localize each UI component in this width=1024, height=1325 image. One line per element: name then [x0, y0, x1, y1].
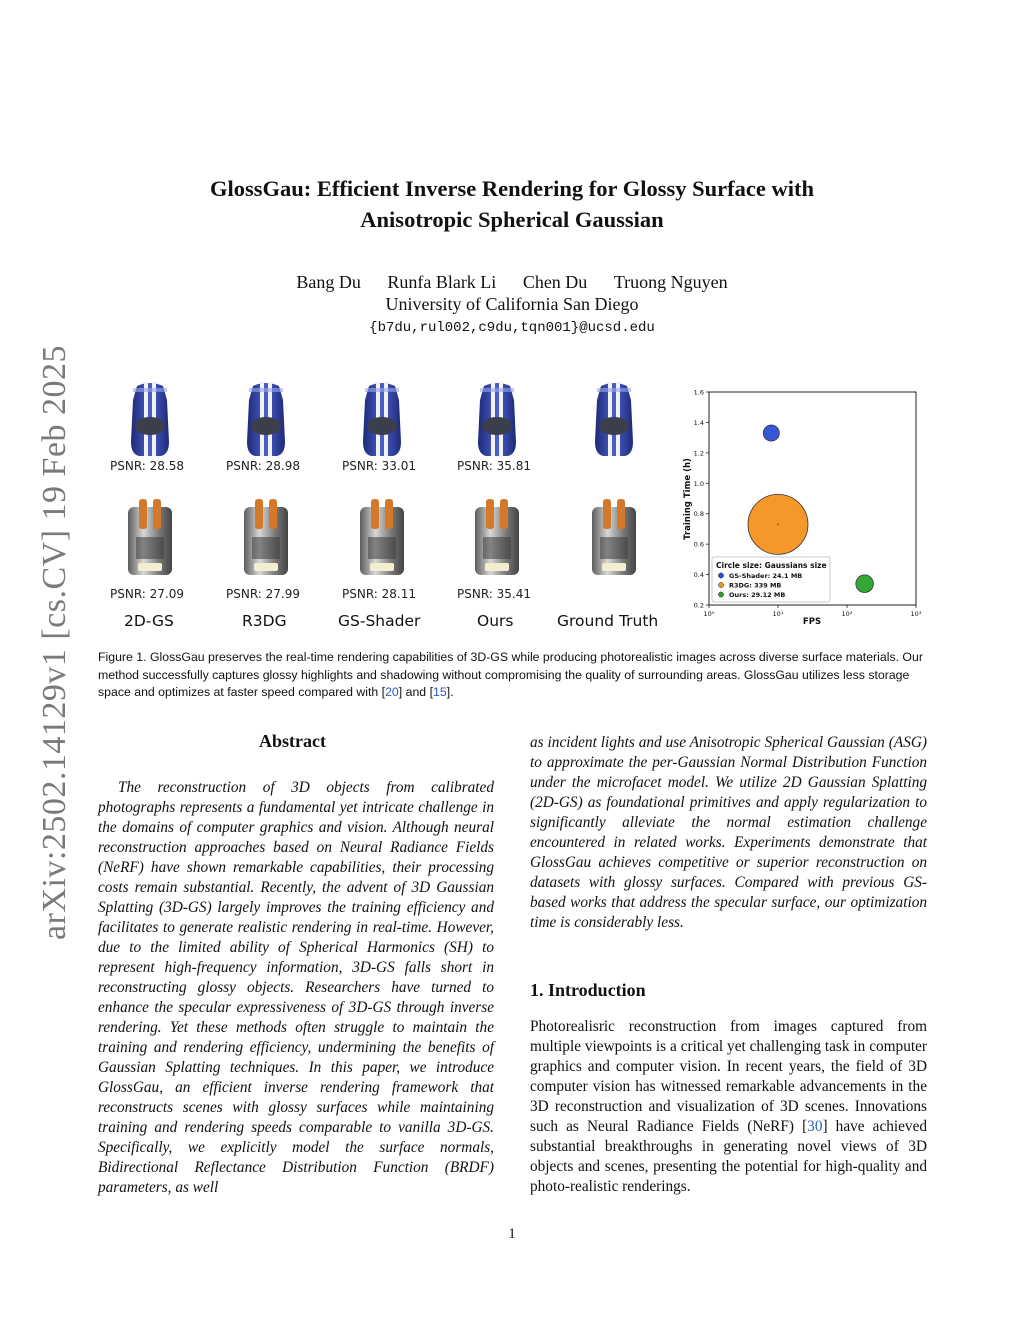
y-tick-label: 0.4 [693, 571, 704, 580]
method-label-gs-shader: GS-Shader [338, 612, 421, 630]
legend-label: Ours: 29.12 MB [729, 591, 786, 599]
y-tick-label: 0.2 [693, 601, 704, 610]
legend-marker [718, 573, 723, 578]
toaster-render-ours [467, 497, 527, 583]
toaster-render-r3dg [236, 497, 296, 583]
figure-caption: Figure 1. GlossGau preserves the real-time rendering capabilities of 3D-GS while producing photorealistic images across diverse surface materials. Our method successfully captures glossy highlights and shadowing without compromising the quality of surrounding areas. GlossGau utilizes less storage space and optimizes at faster speed compared with [20] and [15]. [98, 650, 923, 699]
chart-legend [712, 557, 830, 602]
legend-label: R3DG: 339 MB [729, 581, 782, 590]
x-tick-label: 10⁰ [703, 610, 715, 618]
method-label-2dgs: 2D-GS [124, 612, 174, 630]
intro-text-b: have achieved substantial breakthroughs in generating novel views of 3D objects and scenes, presenting the potential for high-quality and photo-realistic renderings. [530, 1118, 928, 1195]
caption-connector: and [405, 685, 427, 699]
data-point-center-marker [777, 523, 779, 525]
page-number: 1 [508, 1226, 516, 1242]
toaster-render-2dgs [120, 497, 180, 583]
citation-link[interactable]: 30 [807, 1118, 823, 1135]
x-tick-label: 10² [841, 610, 853, 618]
psnr-car-gs-shader: PSNR: 33.01 [342, 459, 417, 473]
toaster-render-gs-shader [352, 497, 412, 583]
psnr-toaster-r3dg: PSNR: 27.99 [226, 587, 301, 601]
intro-text-a: Photorealisric reconstruction from images captured from multiple viewpoints is a critical yet challenging task in computer graphics and computer vision. In recent years, the field of 3D computer vision has witnessed remarkable advancements in the 3D reconstruction and visualization of 3D scenes. Innovations such as Neural Radiance Fields (NeRF) [530, 1018, 927, 1135]
y-tick-label: 0.6 [693, 540, 704, 549]
toaster-render-ground-truth [584, 497, 644, 583]
author-2: Runfa Blark Li [387, 272, 497, 292]
y-tick-label: 1.4 [693, 418, 704, 427]
legend-marker [718, 582, 723, 587]
psnr-car-r3dg: PSNR: 28.98 [226, 459, 301, 473]
psnr-toaster-ours: PSNR: 35.41 [457, 587, 532, 601]
author-4: Truong Nguyen [613, 272, 728, 292]
title-line-2: Anisotropic Spherical Gaussian [360, 207, 664, 232]
citation-link[interactable]: 15 [433, 685, 447, 699]
legend-marker [718, 592, 723, 597]
data-point [763, 425, 779, 441]
psnr-toaster-gs-shader: PSNR: 28.11 [342, 587, 417, 601]
psnr-toaster-2dgs: PSNR: 27.09 [110, 587, 185, 601]
caption-text: Figure 1. GlossGau preserves the real-time rendering capabilities of 3D-GS while producing photorealistic images across diverse surface materials. Our method successfully captures glossy highlights and shadowing without compromising the quality of surrounding areas. GlossGau utilizes less storage space and optimizes at faster speed compared with [98, 650, 923, 699]
method-label-r3dg: R3DG [242, 612, 287, 630]
x-axis-label: FPS [802, 617, 822, 627]
arxiv-identifier: arXiv:2502.14129v1 [cs.CV] 19 Feb 2025 [36, 344, 73, 940]
affiliation: University of California San Diego [385, 294, 639, 314]
introduction-heading: 1. Introduction [530, 980, 646, 1000]
car-render-ours [474, 380, 520, 458]
car-render-ground-truth [591, 380, 637, 458]
fps-training-time-chart [676, 384, 926, 629]
citation-link[interactable]: 20 [385, 685, 399, 699]
method-label-ours: Ours [477, 612, 514, 630]
author-3: Chen Du [522, 272, 588, 292]
y-axis-label: Training Time (h) [683, 458, 693, 540]
x-tick-label: 10¹ [772, 610, 784, 618]
title-line-1: GlossGau: Efficient Inverse Rendering for Glossy Surface with [210, 176, 814, 201]
y-tick-label: 0.8 [693, 510, 704, 519]
y-tick-label: 1.2 [693, 449, 704, 458]
legend-title: Circle size: Gaussians size [716, 561, 827, 570]
author-emails: {b7du,rul002,c9du,tqn001}@ucsd.edu [369, 320, 655, 336]
author-list [0, 271, 1024, 294]
car-render-r3dg [243, 380, 289, 458]
legend-label: GS-Shader: 24.1 MB [729, 572, 803, 580]
method-label-ground-truth: Ground Truth [557, 612, 659, 630]
psnr-car-2dgs: PSNR: 28.58 [110, 459, 185, 473]
author-1: Bang Du [296, 272, 361, 292]
data-point [856, 575, 874, 593]
car-render-2dgs [127, 380, 173, 458]
x-tick-label: 10³ [910, 610, 922, 618]
paper-title [0, 173, 1024, 235]
y-tick-label: 1.6 [693, 388, 704, 397]
psnr-car-ours: PSNR: 35.81 [457, 459, 532, 473]
abstract-paragraph: The reconstruction of 3D objects from calibrated photographs represents a fundamental yet intricate challenge in the domains of computer graphics and vision. Although neural reconstruction approaches based on Neural Radiance Fields (NeRF) have shown remarkable capabilities, their processing costs remain substantial. Recently, the advent of 3D Gaussian Splatting (3D-GS) largely improves the training efficiency and facilitates to generate realistic rendering in real-time. However, due to the limited ability of Spherical Harmonics (SH) to represent high-frequency information, 3D-GS falls short in reconstructing glossy objects. Researchers have turned to enhance the specular expressiveness of 3D-GS through inverse rendering. Yet these methods often struggle to maintain the training and rendering efficiency, undermining the benefits of Gaussian Splatting techniques. In this paper, we introduce GlossGau, an efficient inverse rendering framework that reconstructs scenes with glossy surfaces while maintaining training and rendering speeds comparable to vanilla 3D-GS. Specifically, we explicitly model the surface normals, Bidirectional Reflectance Distribution Function (BRDF) parameters, as well [98, 779, 494, 1196]
abstract-heading: Abstract [259, 731, 326, 751]
abstract-right-column: as incident lights and use Anisotropic Spherical Gaussian (ASG) to approximate the per-Gaussian Normal Distribution Function under the microfacet model. We utilize 2D Gaussian Splatting (2D-GS) as foundational primitives and apply regularization to significantly alleviate the normal estimation challenge encountered in related works. Experiments demonstrate that GlossGau achieves competitive or superior reconstruction on datasets with glossy surfaces. Compared with previous GS-based works that address the specular surface, our optimization time is considerably less. [530, 734, 927, 931]
abstract-left-column [98, 778, 494, 1198]
caption-end: . [450, 685, 454, 699]
y-tick-label: 1.0 [693, 479, 704, 488]
car-render-gs-shader [359, 380, 405, 458]
introduction-paragraph: Photorealisric reconstruction from images captured from multiple viewpoints is a critical yet challenging task in computer graphics and computer vision. In recent years, the field of 3D computer vision has witnessed remarkable advancements in the 3D reconstruction and visualization of 3D scenes. Innovations such as Neural Radiance Fields (NeRF) [30] have achieved substantial breakthroughs in generating novel views of 3D objects and scenes, presenting the potential for high-quality and photo-realistic renderings. [530, 1018, 928, 1195]
